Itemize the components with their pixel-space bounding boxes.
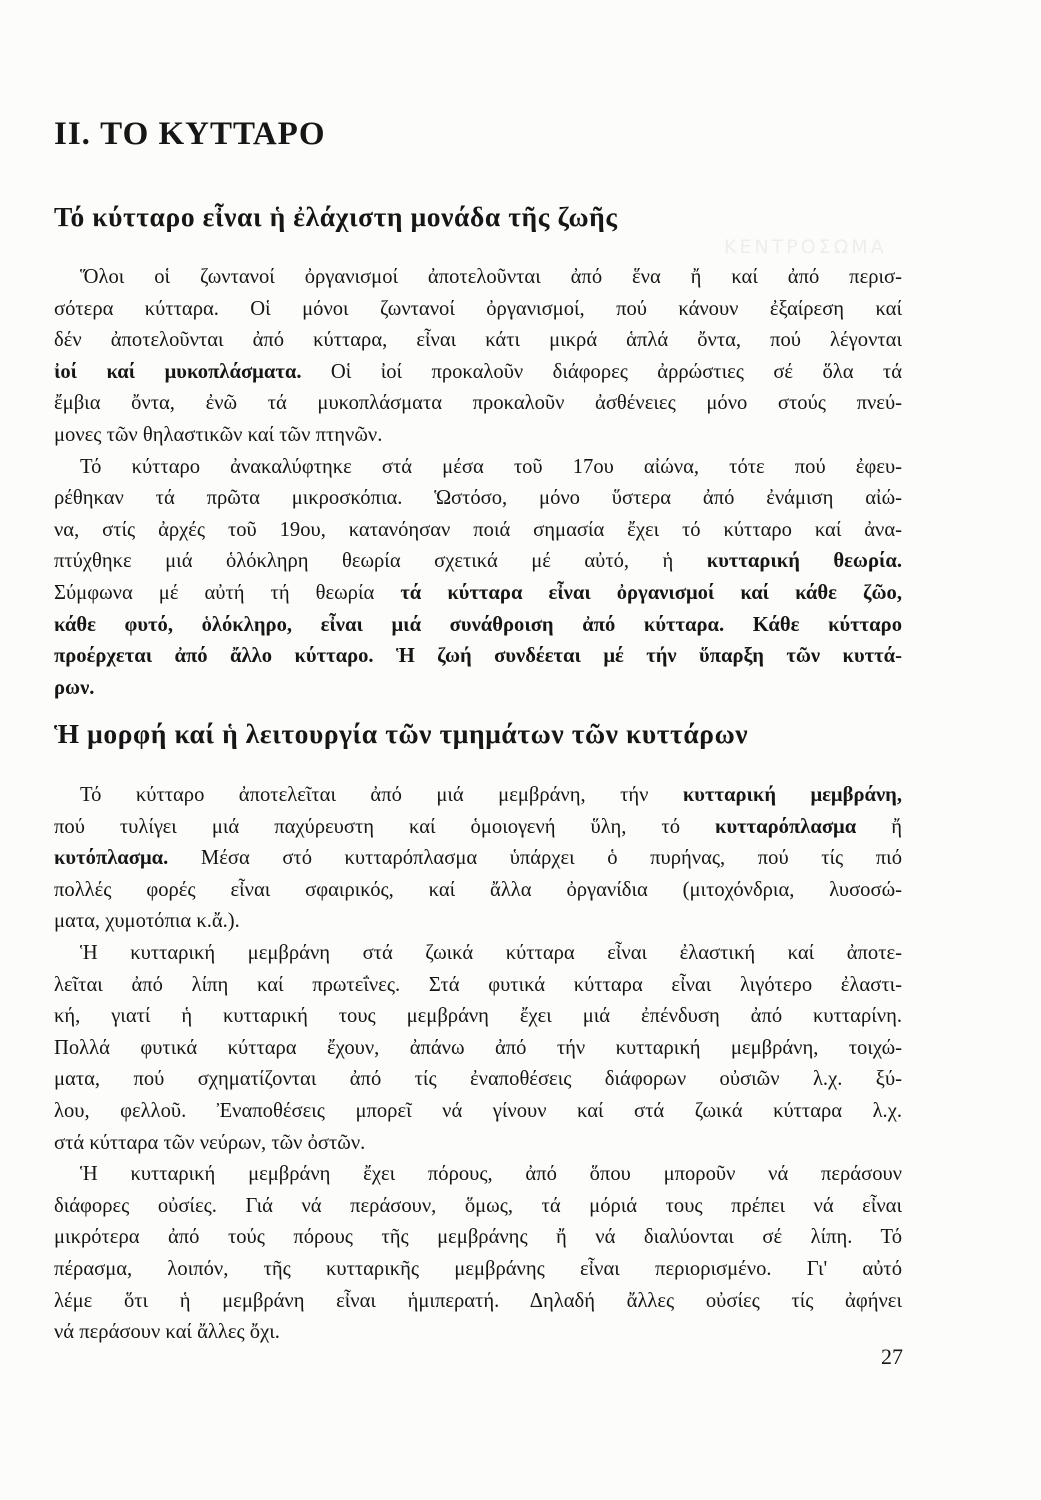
text-line bbox=[54, 780, 902, 812]
paragraph bbox=[54, 1159, 902, 1349]
text-run: ματα, χυμοτόπια κ.ἄ.). bbox=[54, 910, 240, 933]
text-line bbox=[54, 906, 902, 938]
text-run: Τό κύτταρο ἀποτελεῖται ἀπό μιά μεμβράνη, τήν bbox=[80, 784, 683, 806]
text-line bbox=[54, 1033, 902, 1065]
bold-term: κυτόπλασμα. bbox=[54, 847, 169, 870]
text-run: ἔμβια ὄντα, ἐνῶ τά μυκοπλάσματα προκαλοῦν ἀσθένειες μόνο στούς πνεύ- bbox=[54, 392, 902, 415]
text-line bbox=[54, 1317, 902, 1349]
text-run: πού τυλίγει μιά παχύρευστη καί ὁμοιογενή ὕλη, τό bbox=[54, 815, 716, 838]
text-line bbox=[54, 546, 902, 578]
text-line bbox=[54, 578, 902, 610]
text-line bbox=[54, 388, 902, 420]
bold-term: ρων. bbox=[54, 676, 95, 699]
text-line bbox=[54, 262, 902, 294]
text-line bbox=[54, 357, 902, 389]
text-run: κή, γιατί ἡ κυτταρική τους μεμβράνη ἔχει μιά ἐπένδυση ἀπό κυτταρίνη. bbox=[54, 1005, 902, 1028]
text-line bbox=[54, 1254, 902, 1286]
chapter-title: II. ΤΟ ΚΥΤΤΑΡΟ bbox=[54, 116, 326, 152]
text-line bbox=[54, 1191, 902, 1223]
text-run: Οἱ ἰοί προκαλοῦν διάφορες ἀρρώστιες σέ ὅλα τά bbox=[301, 360, 902, 383]
text-line bbox=[54, 641, 902, 673]
text-run: Πολλά φυτικά κύτταρα ἔχουν, ἀπάνω ἀπό τήν κυτταρική μεμβράνη, τοιχώ- bbox=[54, 1036, 902, 1059]
paragraph bbox=[54, 262, 902, 452]
paragraph bbox=[54, 938, 902, 1159]
page-number: 27 bbox=[881, 1344, 903, 1369]
text-line bbox=[54, 812, 902, 844]
text-line bbox=[54, 1096, 902, 1128]
text-run: Ἡ κυτταρική μεμβράνη στά ζωικά κύτταρα εἶναι ἐλαστική καί ἀποτε- bbox=[80, 941, 902, 964]
text-line bbox=[54, 938, 902, 970]
text-line bbox=[54, 673, 902, 705]
paragraph bbox=[54, 452, 902, 705]
bold-term: τά κύτταρα εἶναι ὀργανισμοί καί κάθε ζῶο, bbox=[400, 581, 902, 604]
text-line bbox=[54, 325, 902, 357]
text-run: διάφορες οὐσίες. Γιά νά περάσουν, ὅμως, τά μόριά τους πρέπει νά εἶναι bbox=[54, 1194, 902, 1217]
text-run: στά κύτταρα τῶν νεύρων, τῶν ὀστῶν. bbox=[54, 1131, 366, 1154]
text-run: λου, φελλοῦ. Ἐναποθέσεις μπορεῖ νά γίνουν καί στά ζωικά κύτταρα λ.χ. bbox=[54, 1099, 902, 1122]
text-line bbox=[54, 1001, 902, 1033]
text-line bbox=[54, 420, 902, 452]
text-line bbox=[54, 294, 902, 326]
text-run: μικρότερα ἀπό τούς πόρους τῆς μεμβράνης ἤ νά διαλύονται σέ λίπη. Τό bbox=[54, 1226, 902, 1249]
text-line bbox=[54, 1159, 902, 1191]
section-heading: Τό κύτταρο εἶναι ἡ ἐλάχιστη μονάδα τῆς ζωῆς bbox=[54, 201, 618, 232]
text-run: ἤ bbox=[856, 815, 902, 838]
text-run: πέρασμα, λοιπόν, τῆς κυτταρικῆς μεμβράνης εἶναι περιορισμένο. Γι' αὐτό bbox=[54, 1257, 902, 1280]
bold-term: κυτταρική μεμβράνη, bbox=[682, 784, 902, 806]
text-run: πτύχθηκε μιά ὁλόκληρη θεωρία σχετικά μέ αὐτό, ἡ bbox=[54, 550, 707, 573]
bold-term: ἰοί καί μυκοπλάσματα. bbox=[54, 360, 302, 383]
section-body bbox=[54, 262, 902, 704]
text-line bbox=[54, 452, 902, 484]
bold-term: κυτταρόπλασμα bbox=[715, 815, 857, 838]
text-run: λέμε ὅτι ἡ μεμβράνη εἶναι ἡμιπερατή. Δηλαδή ἄλλες οὐσίες τίς ἀφήνει bbox=[54, 1289, 902, 1312]
text-run: μονες τῶν θηλαστικῶν καί τῶν πτηνῶν. bbox=[54, 423, 383, 446]
section-body bbox=[54, 780, 902, 1349]
text-line bbox=[54, 1286, 902, 1318]
text-line bbox=[54, 483, 902, 515]
bold-term: κυτταρική θεωρία. bbox=[706, 550, 902, 573]
paragraph bbox=[54, 780, 902, 938]
text-run: Σύμφωνα μέ αὐτή τή θεωρία bbox=[54, 581, 401, 604]
text-run: πολλές φορές εἶναι σφαιρικός, καί ἄλλα ὀργανίδια (μιτοχόνδρια, λυσοσώ- bbox=[54, 878, 902, 901]
text-line bbox=[54, 1064, 902, 1096]
text-line bbox=[54, 515, 902, 547]
text-line bbox=[54, 875, 902, 907]
text-run: Τό κύτταρο ἀνακαλύφτηκε στά μέσα τοῦ 17ου αἰώνα, τότε πού ἐφευ- bbox=[80, 455, 902, 478]
text-run: δέν ἀποτελοῦνται ἀπό κύτταρα, εἶναι κάτι μικρά ἁπλά ὄντα, πού λέγονται bbox=[54, 329, 902, 352]
bold-term: κάθε φυτό, ὁλόκληρο, εἶναι μιά συνάθροιση ἀπό κύτταρα. Κάθε κύτταρο bbox=[54, 613, 902, 636]
text-line bbox=[54, 843, 902, 875]
bold-term: προέρχεται ἀπό ἄλλο κύτταρο. Ἡ ζωή συνδέεται μέ τήν ὕπαρξη τῶν κυττά- bbox=[54, 645, 902, 668]
text-line bbox=[54, 610, 902, 642]
section-heading: Ἡ μορφή καί ἡ λειτουργία τῶν τμημάτων τῶν κυττάρων bbox=[54, 718, 749, 749]
text-run: Ὅλοι οἱ ζωντανοί ὀργανισμοί ἀποτελοῦνται ἀπό ἕνα ἤ καί ἀπό περισ- bbox=[80, 266, 902, 288]
text-run: λεῖται ἀπό λίπη καί πρωτεΐνες. Στά φυτικά κύτταρα εἶναι λιγότερο ἐλαστι- bbox=[54, 973, 902, 996]
text-run: νά περάσουν καί ἄλλες ὄχι. bbox=[54, 1321, 280, 1344]
text-run: να, στίς ἀρχές τοῦ 19ου, κατανόησαν ποιά σημασία ἔχει τό κύτταρο καί ἀνα- bbox=[54, 518, 902, 541]
bleed-through-mark: ΚΕΝΤΡΟΣΩΜΑ bbox=[724, 236, 887, 258]
text-line bbox=[54, 970, 902, 1002]
text-line bbox=[54, 1222, 902, 1254]
text-run: ματα, πού σχηματίζονται ἀπό τίς ἐναποθέσεις διάφορων οὐσιῶν λ.χ. ξύ- bbox=[54, 1068, 902, 1091]
text-run: σότερα κύτταρα. Οἱ μόνοι ζωντανοί ὀργανισμοί, πού κάνουν ἐξαίρεση καί bbox=[54, 297, 902, 320]
text-run: Ἡ κυτταρική μεμβράνη ἔχει πόρους, ἀπό ὅπου μποροῦν νά περάσουν bbox=[80, 1163, 902, 1186]
text-run: Μέσα στό κυτταρόπλασμα ὑπάρχει ὁ πυρήνας, πού τίς πιό bbox=[168, 847, 902, 870]
text-run: ρέθηκαν τά πρῶτα μικροσκόπια. Ὡστόσο, μόνο ὕστερα ἀπό ἐνάμιση αἰώ- bbox=[54, 487, 902, 510]
text-line bbox=[54, 1128, 902, 1160]
